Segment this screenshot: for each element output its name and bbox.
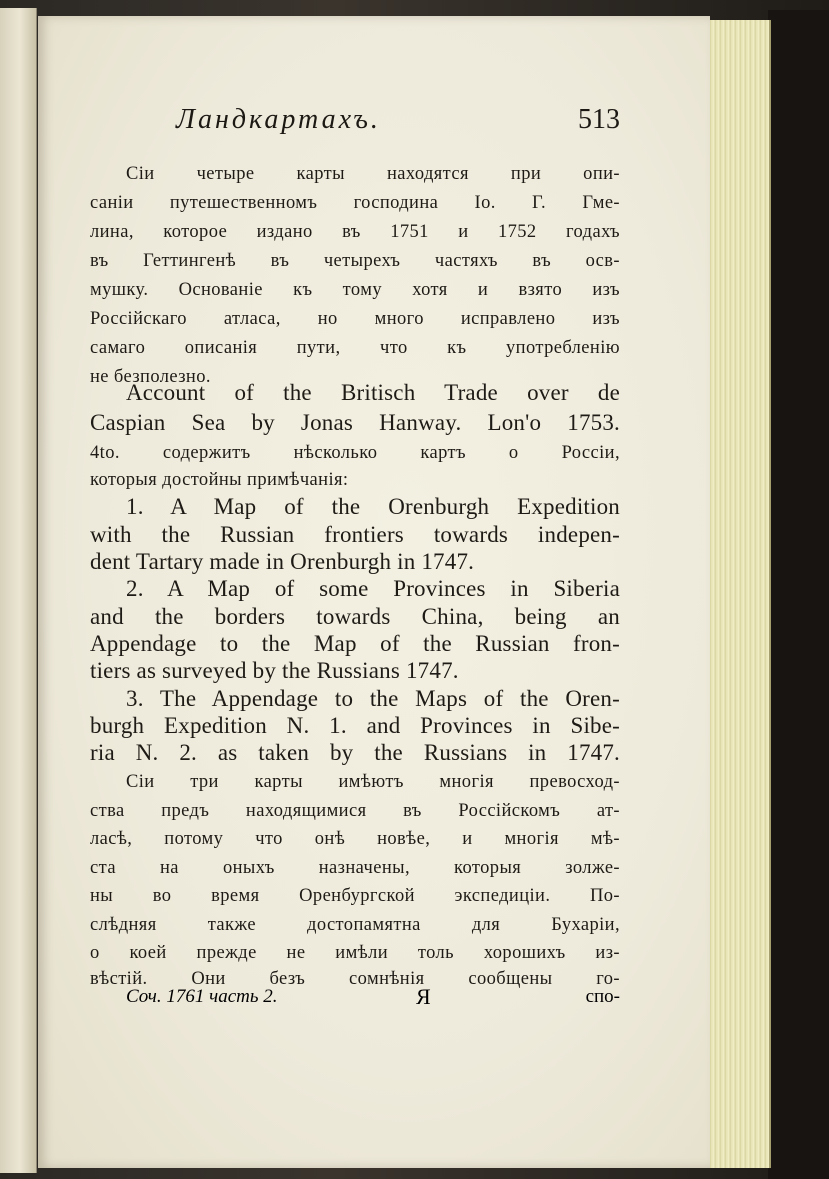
text-line: Сіи четыре карты находятся при опи- bbox=[126, 164, 620, 184]
text-line: and the borders towards China, being an bbox=[90, 604, 620, 629]
text-line: саніи путешественномъ господина Іо. Г. Гме- bbox=[90, 193, 620, 213]
text-line: не безполезно. bbox=[90, 367, 211, 387]
text-line: ласѣ, потому что онѣ новѣе, и многія мѣ- bbox=[90, 829, 620, 849]
catchword: спо- bbox=[585, 986, 620, 1007]
text-line: 4to. содержитъ нѣсколько картъ о Россіи, bbox=[90, 443, 620, 463]
text-line: 1. A Map of the Orenburgh Expedition bbox=[126, 494, 620, 519]
text-line: лина, которое издано въ 1751 и 1752 годахъ bbox=[90, 222, 620, 242]
text-line: о коей прежде не имѣли толь хорошихъ из- bbox=[90, 943, 620, 963]
text-line: въ Геттингенѣ въ четырехъ частяхъ въ осв- bbox=[90, 251, 620, 271]
text-line: ны во время Оренбургской экспедиціи. По- bbox=[90, 886, 620, 906]
text-line: вѣстій. Они безъ сомнѣнія сообщены го- bbox=[90, 969, 620, 989]
text-line: мушку. Основаніе къ тому хотя и взято изъ bbox=[90, 280, 620, 300]
signature-line: Соч. 1761 часть 2. bbox=[126, 986, 278, 1007]
signature-mark: Я bbox=[416, 984, 431, 1009]
text-line: 3. The Appendage to the Maps of the Oren- bbox=[126, 686, 620, 711]
text-line: Россійскаго атласа, но много исправлено изъ bbox=[90, 309, 620, 329]
running-title: Ландкартахъ. bbox=[176, 104, 381, 135]
facing-page-edge bbox=[0, 8, 37, 1173]
background-shadow bbox=[768, 10, 829, 1179]
page-footer bbox=[126, 986, 620, 1014]
text-line: Caspian Sea by Jonas Hanway. Lon'o 1753. bbox=[90, 410, 620, 435]
text-line: самаго описанія пути, что къ употребленію bbox=[90, 338, 620, 358]
text-line: 2. A Map of some Provinces in Siberia bbox=[126, 576, 620, 601]
text-line: tiers as surveyed by the Russians 1747. bbox=[90, 658, 459, 683]
text-line: ria N. 2. as taken by the Russians in 1747. bbox=[90, 740, 620, 765]
text-line: Appendage to the Map of the Russian fron- bbox=[90, 631, 620, 656]
book-page bbox=[38, 16, 710, 1168]
text-line: слѣдняя также достопамятна для Бухаріи, bbox=[90, 915, 620, 935]
text-line: ства предъ находящимися въ Россійскомъ ат- bbox=[90, 801, 620, 821]
text-line: ста на оныхъ назначены, которыя золже- bbox=[90, 858, 620, 878]
page-edges-stack bbox=[706, 20, 771, 1168]
text-line: dent Tartary made in Orenburgh in 1747. bbox=[90, 549, 475, 574]
text-line: Account of the Britisch Trade over de bbox=[126, 380, 620, 405]
page-header bbox=[176, 104, 620, 144]
text-line: которыя достойны примѣчанія: bbox=[90, 470, 349, 490]
text-line: Сіи три карты имѣютъ многія превосход- bbox=[126, 772, 620, 792]
text-line: burgh Expedition N. 1. and Provinces in Sibe- bbox=[90, 713, 620, 738]
page-number: 513 bbox=[578, 104, 620, 135]
text-line: with the Russian frontiers towards indepen- bbox=[90, 522, 620, 547]
